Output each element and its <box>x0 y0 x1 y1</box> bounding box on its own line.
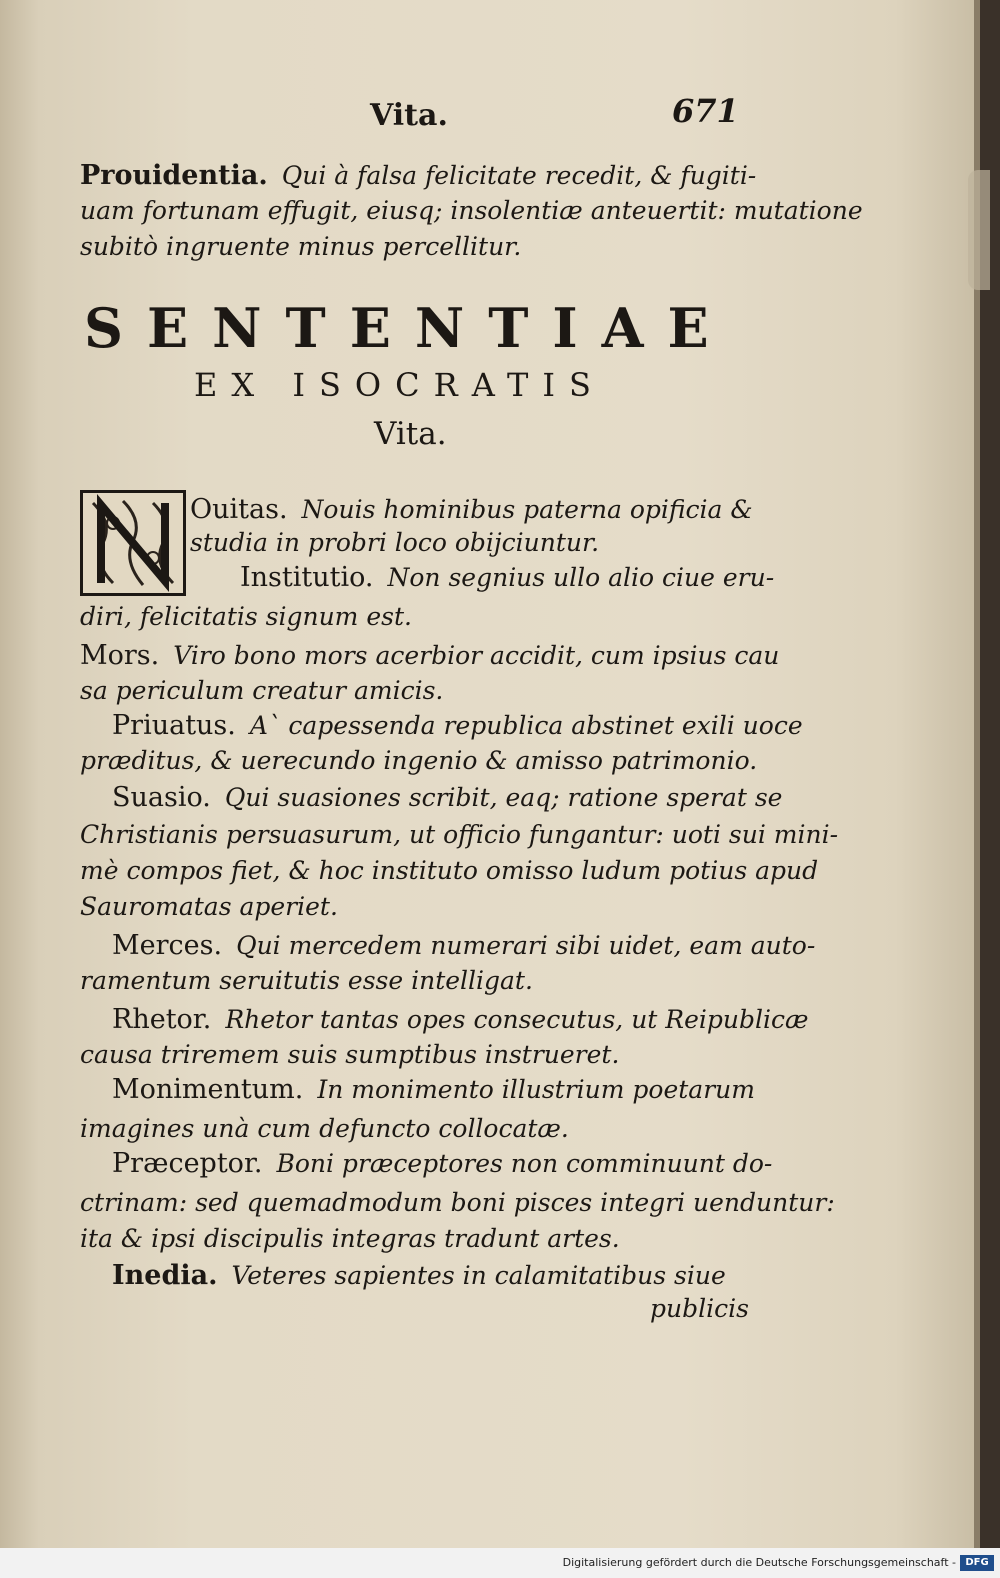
text-line: ctrinam: sed quemadmodum boni pisces integri uenduntur: <box>80 1188 835 1217</box>
text-line: subitò ingruente minus percellitur. <box>80 232 522 261</box>
text-line: diri, felicitatis signum est. <box>80 602 412 631</box>
entry-keyword: Mors. <box>80 640 160 671</box>
entry-text: In monimento illustrium poetarum <box>317 1075 755 1104</box>
page-edge <box>968 170 990 290</box>
entry-text: Qui à falsa felicitate recedit, & fugiti- <box>281 161 757 190</box>
funding-note: Digitalisierung gefördert durch die Deutsche Forschungsgemeinschaft - <box>562 1556 956 1569</box>
page-number: 671 <box>672 92 739 130</box>
text-line <box>112 1262 752 1289</box>
text-line: præditus, & uerecundo ingenio & amisso patrimonio. <box>80 746 758 775</box>
entry-text: Qui suasiones scribit, eaq; ratione sperat se <box>224 783 783 812</box>
text-line <box>112 1074 755 1105</box>
entry-keyword: Suasio. <box>112 782 211 813</box>
entry-keyword: Institutio. <box>240 562 374 593</box>
text-line <box>80 160 757 191</box>
text-line <box>190 494 753 525</box>
decorated-initial-n <box>80 490 186 596</box>
text-line <box>112 930 816 961</box>
dfg-logo: DFG <box>960 1555 994 1571</box>
entry-keyword: Priuatus. <box>112 710 236 741</box>
text-line: studia in probri loco obijciuntur. <box>190 528 600 557</box>
text-line <box>112 1004 809 1035</box>
text-line: ita & ipsi discipulis integras tradunt artes. <box>80 1224 620 1253</box>
entry-text: Boni præceptores non comminuunt do- <box>276 1149 773 1178</box>
entry-text: Rhetor tantas opes consecutus, ut Reipublicæ <box>225 1005 809 1034</box>
entry-keyword: Monimentum. <box>112 1074 304 1105</box>
entry-text: Veteres sapientes in calamitatibus siue <box>231 1261 726 1290</box>
text-line: imagines unà cum defuncto collocatæ. <box>80 1114 569 1143</box>
entry-keyword: Merces. <box>112 930 223 961</box>
text-line <box>112 782 783 813</box>
entry-keyword: Ouitas. <box>190 494 288 525</box>
ornament-icon <box>83 493 183 593</box>
section-subtitle: EX ISOCRATIS <box>194 366 605 404</box>
text-line: uam fortunam effugit, eiusq; insolentiæ anteuertit: mutatione <box>80 196 863 225</box>
entry-text: A` capessenda republica abstinet exili uoce <box>249 711 803 740</box>
catchword: publicis <box>650 1294 749 1323</box>
text-line: sa periculum creatur amicis. <box>80 676 444 705</box>
section-subtitle-vita: Vita. <box>374 416 447 452</box>
running-head: Vita. <box>370 98 448 133</box>
entry-text: Viro bono mors acerbior accidit, cum ipsius cau <box>173 641 780 670</box>
entry-text: Nouis hominibus paterna opificia & <box>301 495 753 524</box>
entry-text: Qui mercedem numerari sibi uidet, eam auto- <box>236 931 816 960</box>
text-line <box>112 1148 773 1179</box>
entry-keyword: Præceptor. <box>112 1148 263 1179</box>
text-line: causa triremem suis sumptibus instrueret. <box>80 1040 620 1069</box>
entry-keyword: Rhetor. <box>112 1004 212 1035</box>
text-line <box>80 640 780 671</box>
text-line: ramentum seruitutis esse intelligat. <box>80 966 533 995</box>
text-line <box>240 562 775 593</box>
text-line <box>112 710 803 741</box>
text-line: Christianis persuasurum, ut officio fungantur: uoti sui mini- <box>80 820 839 849</box>
entry-keyword: Prouidentia. <box>80 160 268 191</box>
entry-keyword: Inedia. <box>112 1260 218 1291</box>
section-title: SENTENTIAE <box>84 296 733 360</box>
entry-text: Non segnius ullo alio ciue eru- <box>387 563 775 592</box>
text-line: mè compos fiet, & hoc instituto omisso ludum potius apud <box>80 856 819 885</box>
text-line: Sauromatas aperiet. <box>80 892 338 921</box>
